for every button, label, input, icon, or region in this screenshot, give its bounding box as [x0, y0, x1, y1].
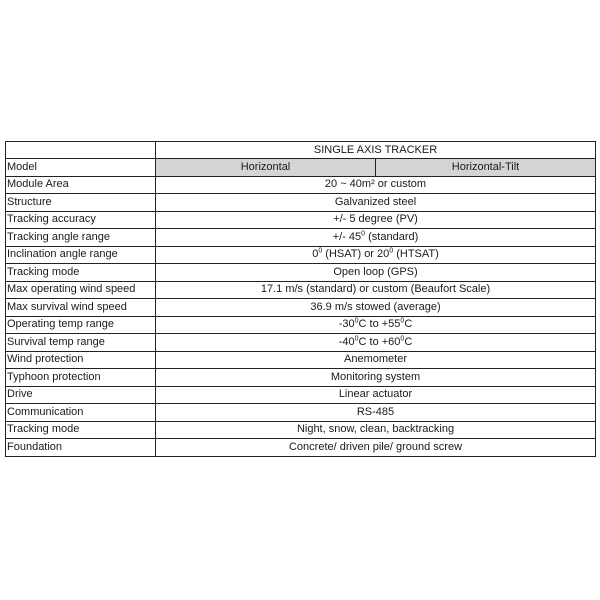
row-label: Tracking mode — [6, 421, 156, 439]
spec-table — [5, 141, 596, 457]
table-row — [6, 229, 596, 247]
row-label: Structure — [6, 194, 156, 212]
title-corner-cell — [6, 142, 156, 159]
row-label: Operating temp range — [6, 316, 156, 334]
table-row — [6, 404, 596, 422]
row-label: Max survival wind speed — [6, 299, 156, 317]
row-label: Tracking accuracy — [6, 211, 156, 229]
table-row — [6, 439, 596, 457]
row-label: Wind protection — [6, 351, 156, 369]
table-row — [6, 316, 596, 334]
table-row — [6, 334, 596, 352]
table-row — [6, 351, 596, 369]
model-row — [6, 159, 596, 177]
row-label: Tracking mode — [6, 264, 156, 282]
row-label: Communication — [6, 404, 156, 422]
row-value: $-30^0C$ to $+55^0C$ — [156, 316, 596, 334]
row-value: +/- $45^0$ (standard) — [156, 229, 596, 247]
row-label: Survival temp range — [6, 334, 156, 352]
table-row — [6, 421, 596, 439]
row-value: 36.9 m/s stowed (average) — [156, 299, 596, 317]
row-value: +/- 5 degree (PV) — [156, 211, 596, 229]
table-row — [6, 369, 596, 387]
row-value: Monitoring system — [156, 369, 596, 387]
table-row — [6, 194, 596, 212]
row-value: Open loop (GPS) — [156, 264, 596, 282]
row-value: 20 ~ 40m² or custom — [156, 176, 596, 194]
table-row — [6, 299, 596, 317]
title-row — [6, 142, 596, 159]
row-value: 17.1 m/s (standard) or custom (Beaufort Scale) — [156, 281, 596, 299]
row-value: Concrete/ driven pile/ ground screw — [156, 439, 596, 457]
row-value: RS-485 — [156, 404, 596, 422]
row-value: Linear actuator — [156, 386, 596, 404]
table-row — [6, 386, 596, 404]
row-value: $0^0$ (HSAT) or $20^0$ (HTSAT) — [156, 246, 596, 264]
row-value: $-40^0C$ to $+60^0C$ — [156, 334, 596, 352]
model-horizontal: Horizontal — [156, 159, 376, 177]
table-row — [6, 176, 596, 194]
row-label: Typhoon protection — [6, 369, 156, 387]
row-label: Max operating wind speed — [6, 281, 156, 299]
model-horizontal-tilt: Horizontal-Tilt — [376, 159, 596, 177]
table-row — [6, 211, 596, 229]
row-label: Drive — [6, 386, 156, 404]
row-label: Inclination angle range — [6, 246, 156, 264]
row-label: Module Area — [6, 176, 156, 194]
row-value: Anemometer — [156, 351, 596, 369]
row-label: Tracking angle range — [6, 229, 156, 247]
row-label: Foundation — [6, 439, 156, 457]
table-title: SINGLE AXIS TRACKER — [156, 142, 596, 159]
table-row — [6, 264, 596, 282]
table-row — [6, 246, 596, 264]
row-value: Galvanized steel — [156, 194, 596, 212]
row-value: Night, snow, clean, backtracking — [156, 421, 596, 439]
table-row — [6, 281, 596, 299]
model-label: Model — [6, 159, 156, 177]
